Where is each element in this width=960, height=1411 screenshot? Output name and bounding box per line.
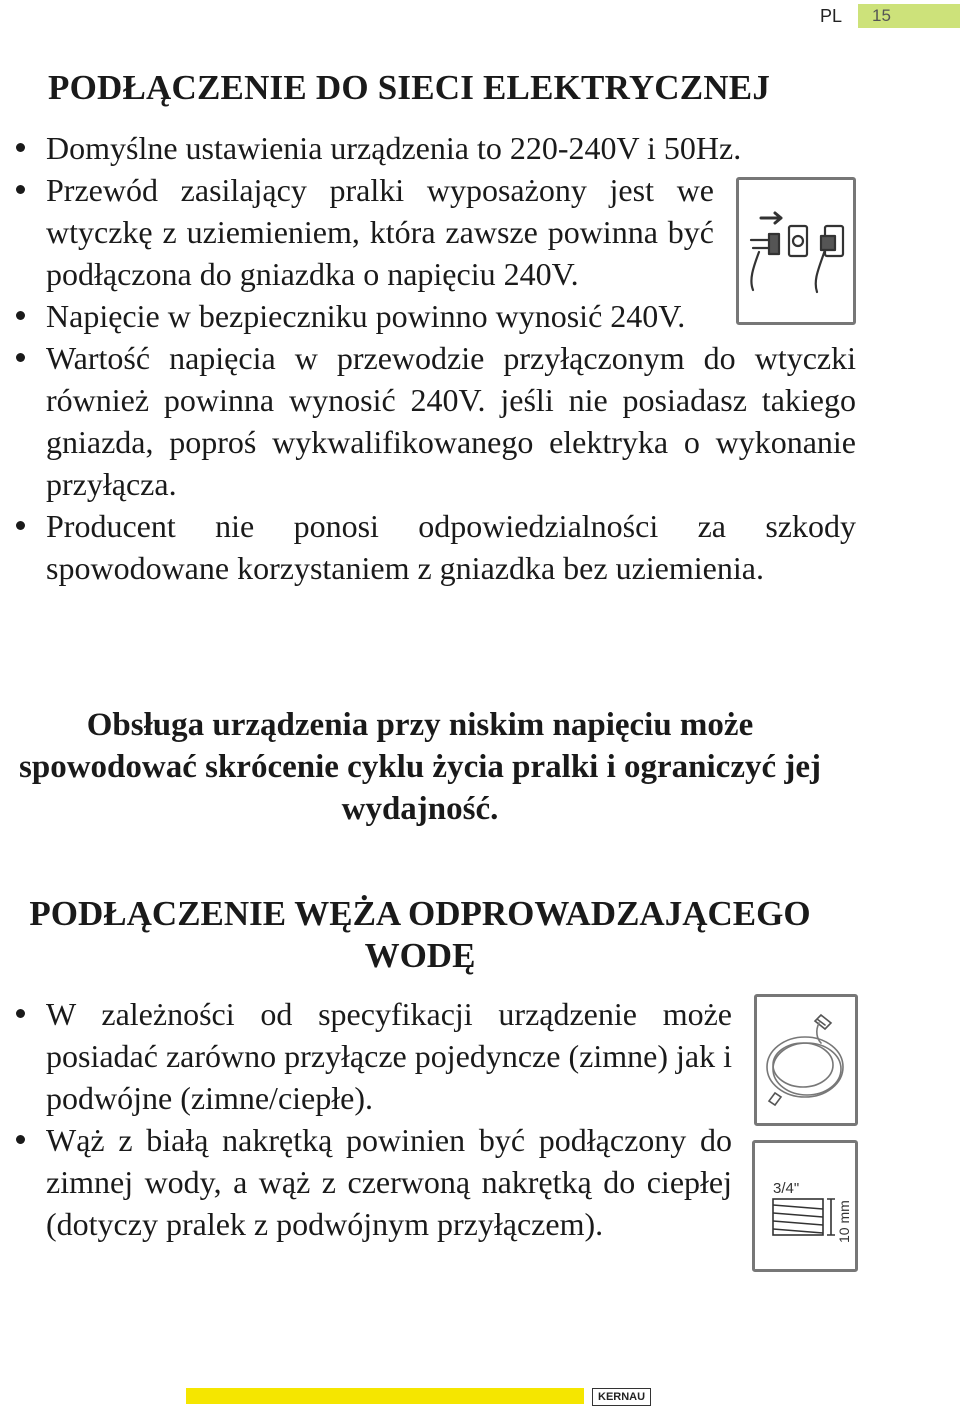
- section-title-electric: PODŁĄCZENIE DO SIECI ELEKTRYCZNEJ: [48, 68, 771, 107]
- section-title-hose: PODŁĄCZENIE WĘŻA ODPROWADZAJĄCEGO WODĘ: [29, 894, 811, 975]
- list-item: Domyślne ustawienia urządzenia to 220-240V i 50Hz.: [0, 127, 856, 169]
- low-voltage-warning: Obsługa urządzenia przy niskim napięciu może spowodować skrócenie cyklu życia pralki i ograniczyć jej wydajność.: [19, 707, 821, 827]
- thread-size-label: 3/4": [773, 1180, 800, 1197]
- brand-logo: KERNAU: [592, 1388, 651, 1406]
- plug-socket-icon: [736, 177, 856, 325]
- footer-bar: [186, 1388, 584, 1404]
- thread-diagram-icon: [752, 1140, 858, 1272]
- thread-length-label: 10 mm: [836, 1200, 852, 1243]
- list-item: Producent nie ponosi odpowiedzialności za szkody spowodowane korzystaniem z gniazdka bez uziemienia.: [0, 505, 856, 589]
- page-number: 15: [872, 6, 891, 25]
- electric-bullet-list: [0, 127, 856, 589]
- list-item: W zależności od specyfikacji urządzenie może posiadać zarówno przyłącze pojedyncze (zimne) jak i podwójne (zimne/ciepłe).: [0, 993, 732, 1119]
- language-label: PL: [820, 6, 843, 26]
- list-item: Wąż z białą nakrętką powinien być podłączony do zimnej wody, a wąż z czerwoną nakrętką do ciepłej (dotyczy pralek z podwójnym przyłączem).: [0, 1119, 732, 1245]
- list-item: Wartość napięcia w przewodzie przyłączonym do wtyczki również powinna wynosić 240V. jeśli nie posiadasz takiego gniazda, poproś wykwalifikowanego elektryka o wykonanie przyłącza.: [0, 337, 856, 505]
- coiled-hose-icon: [754, 994, 858, 1126]
- list-item: Napięcie w bezpieczniku powinno wynosić 240V.: [0, 295, 856, 337]
- hose-bullet-list: [0, 993, 732, 1245]
- list-item: Przewód zasilający pralki wyposażony jest we wtyczkę z uziemieniem, która zawsze powinna być podłączona do gniazdka o napięciu 240V.: [0, 169, 856, 295]
